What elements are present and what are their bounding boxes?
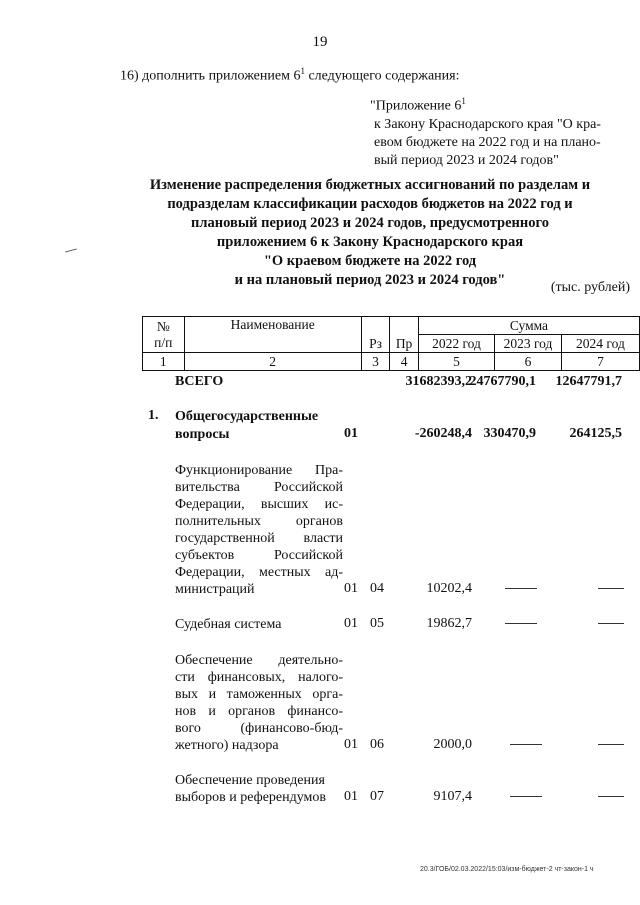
header-name: Наименование bbox=[184, 317, 361, 353]
header-2024: 2024 год bbox=[561, 335, 639, 353]
appendix-line3: евом бюджете на 2022 год и на плано- bbox=[374, 134, 601, 150]
table-header bbox=[142, 316, 640, 371]
total-label: ВСЕГО bbox=[175, 374, 224, 389]
row-2022: 2000,0 bbox=[433, 737, 472, 752]
header-2022: 2022 год bbox=[418, 335, 494, 353]
row-rz: 01 bbox=[344, 581, 358, 596]
unit-label: (тыс. рублей) bbox=[550, 280, 630, 295]
margin-mark bbox=[65, 248, 77, 252]
appendix-line2: к Закону Краснодарского края "О кра- bbox=[374, 116, 601, 132]
section1-num: 1. bbox=[148, 408, 159, 423]
header-2023: 2023 год bbox=[495, 335, 562, 353]
header-num: № п/п bbox=[143, 317, 185, 353]
dash bbox=[598, 581, 624, 597]
row-2022: 9107,4 bbox=[433, 789, 472, 804]
total-2023: 24767790,1 bbox=[469, 374, 536, 389]
row-rz: 01 bbox=[344, 737, 358, 752]
column-number-row: 1 2 3 4 5 6 7 bbox=[143, 353, 640, 371]
row-pr: 04 bbox=[370, 581, 384, 596]
intro-sup: 1 bbox=[300, 66, 305, 76]
section1-label: Общегосударственные вопросы bbox=[175, 409, 319, 442]
row-pr: 05 bbox=[370, 616, 384, 631]
appendix-line1: "Приложение 6 bbox=[370, 98, 462, 114]
row-2022: 19862,7 bbox=[426, 616, 472, 631]
row-pr: 06 bbox=[370, 737, 384, 752]
dash bbox=[510, 789, 542, 805]
dash bbox=[510, 737, 542, 753]
section1-2023: 330470,9 bbox=[483, 426, 536, 441]
footer-code: 20.3/ГОБ/02.03.2022/15:03/изм-бюджет-2 чт-закон-1 ч bbox=[420, 866, 594, 873]
dash bbox=[598, 616, 624, 632]
intro-text bbox=[120, 66, 460, 85]
row-2022: 10202,4 bbox=[426, 581, 472, 596]
header-sum: Сумма bbox=[418, 317, 639, 335]
row-rz: 01 bbox=[344, 789, 358, 804]
page-number: 19 bbox=[312, 34, 328, 50]
document-title: Изменение распределения бюджетных ассигнований по разделам и подразделам классификации расходов бюджетов на 2022 год и плановый период 2023 и 2024 годов, предусмотренного приложением 6 к Закону Краснодарского края "О краевом бюджете на 2022 год и на плановый период 2023 и 2024 годов" bbox=[149, 177, 591, 288]
section1-2024: 264125,5 bbox=[569, 426, 622, 441]
intro-main: 16) дополнить приложением 6 bbox=[120, 68, 301, 84]
dash bbox=[505, 616, 537, 632]
total-2024: 12647791,7 bbox=[555, 374, 622, 389]
dash bbox=[598, 737, 624, 753]
row-label: Обеспечение проведения выборов и референдумов bbox=[175, 773, 327, 805]
section1-rz: 01 bbox=[344, 426, 358, 441]
row-rz: 01 bbox=[344, 616, 358, 631]
dash bbox=[505, 581, 537, 597]
total-2022: 31682393,2 bbox=[405, 374, 472, 389]
intro-tail: следующего содержания: bbox=[304, 68, 460, 84]
row-label: Обеспечение деятельно- сти финансовых, налого- вых и таможенных орга- нов и органов финансо- вого (финансово-бюд- жетного) надзора bbox=[175, 653, 343, 753]
dash bbox=[598, 789, 624, 805]
appendix-header bbox=[370, 92, 630, 170]
appendix-sup: 1 bbox=[461, 96, 466, 106]
row-label: Судебная система bbox=[175, 617, 282, 632]
row-pr: 07 bbox=[370, 789, 384, 804]
header-rz: Рз bbox=[361, 317, 389, 353]
row-label: Функционирование Пра- вительства Российской Федерации, высших ис- полнительных органов государственной власти субъектов Российской Федерации, местных ад- министраций bbox=[175, 463, 343, 597]
header-pr: Пр bbox=[390, 317, 419, 353]
section1-2022: -260248,4 bbox=[414, 426, 472, 441]
appendix-line4: вый период 2023 и 2024 годов" bbox=[374, 152, 559, 168]
